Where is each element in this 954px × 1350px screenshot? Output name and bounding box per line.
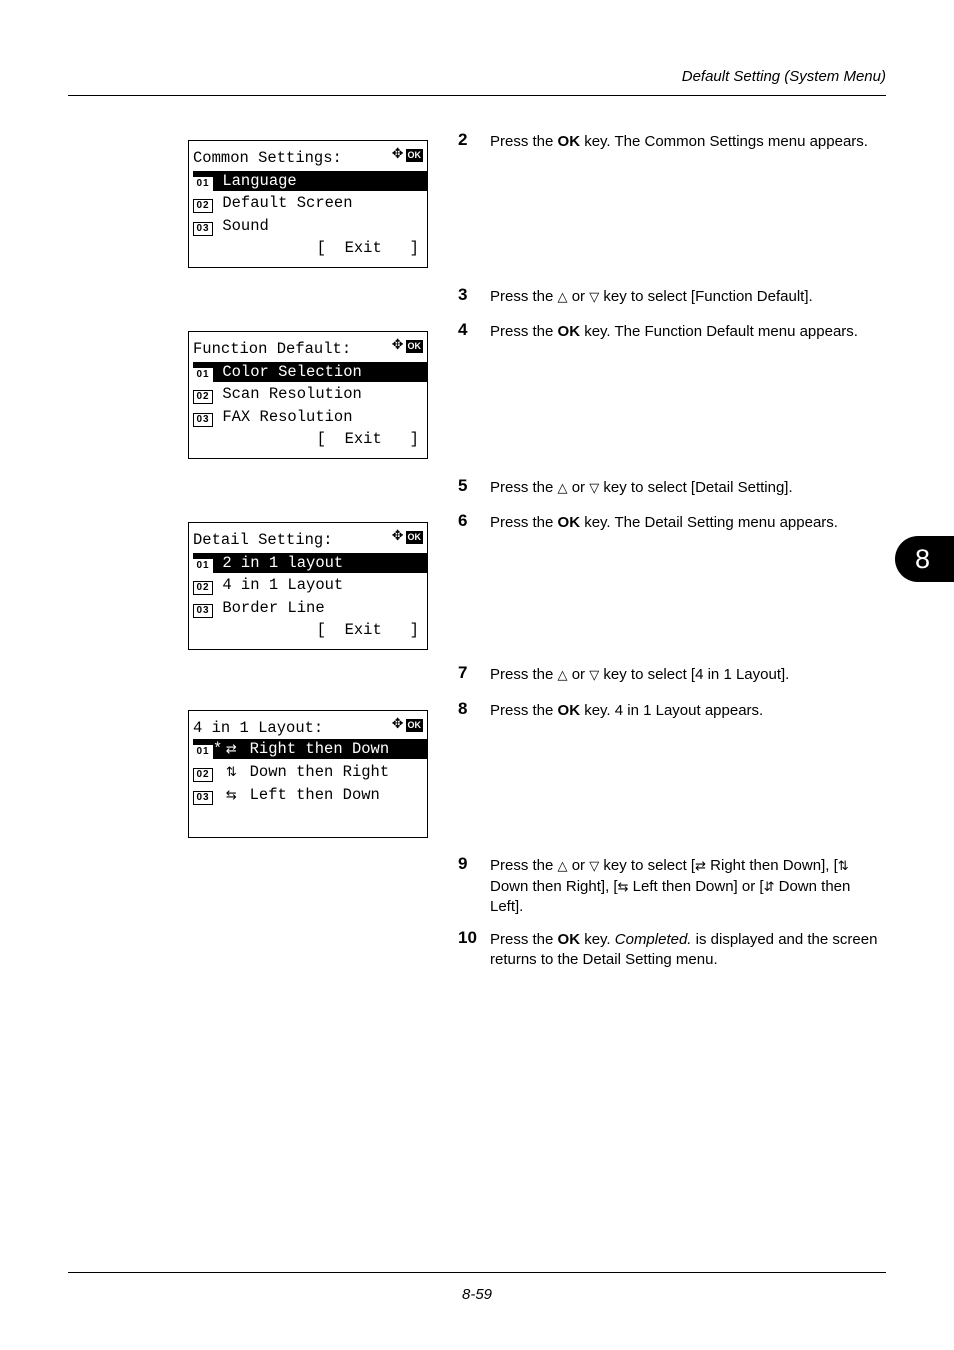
right-then-down-icon: ⇄ — [695, 859, 706, 874]
nav-ok-indicator — [392, 718, 423, 732]
up-triangle-icon: △ — [557, 668, 568, 683]
lcd-exit[interactable]: [ Exit ] — [316, 430, 419, 448]
lcd-row[interactable]: 02 Scan Resolution — [193, 384, 427, 404]
lcd-title: Function Default: — [193, 340, 352, 358]
header-rule — [68, 95, 886, 96]
lcd-title: Common Settings: — [193, 149, 342, 167]
lcd-row[interactable]: 03 FAX Resolution — [193, 407, 427, 427]
lcd-exit[interactable]: [ Exit ] — [316, 239, 419, 257]
lcd-row[interactable]: 02 Default Screen — [193, 193, 427, 213]
nav-ok-indicator — [392, 148, 423, 162]
ok-icon: OK — [407, 149, 421, 160]
lcd-common-settings — [188, 140, 428, 268]
footer-rule — [68, 1272, 886, 1273]
lcd-function-default — [188, 331, 428, 459]
lcd-title: Detail Setting: — [193, 531, 333, 549]
dpad-icon: ✥ — [391, 529, 404, 545]
up-triangle-icon: △ — [557, 481, 568, 496]
lcd-row-selected[interactable]: 01 Language — [193, 171, 427, 191]
lcd-exit[interactable]: [ Exit ] — [316, 621, 419, 639]
down-triangle-icon: ▽ — [589, 668, 600, 683]
page-number: 8-59 — [461, 1286, 493, 1303]
lcd-title: 4 in 1 Layout: — [193, 719, 324, 737]
lcd-row-selected[interactable]: 01 Color Selection — [193, 362, 427, 382]
down-then-right-icon: ⇅ — [225, 765, 237, 780]
ok-icon: OK — [407, 340, 421, 351]
lcd-row[interactable]: 02 ⇅ Down then Right — [193, 762, 427, 782]
lcd-row-selected[interactable]: 01 2 in 1 layout — [193, 553, 427, 573]
nav-ok-indicator — [392, 339, 423, 353]
down-triangle-icon: ▽ — [589, 859, 600, 874]
left-then-down-icon: ⇆ — [225, 788, 237, 803]
lcd-4in1-layout — [188, 710, 428, 838]
left-then-down-icon: ⇆ — [617, 879, 629, 895]
dpad-icon: ✥ — [391, 338, 404, 354]
down-then-right-icon: ⇅ — [837, 859, 849, 874]
nav-ok-indicator — [392, 530, 423, 544]
down-triangle-icon: ▽ — [589, 290, 600, 305]
right-then-down-icon: ⇄ — [225, 742, 237, 757]
up-triangle-icon: △ — [557, 290, 568, 305]
down-then-left-icon: ⇵ — [763, 879, 775, 895]
lcd-row[interactable]: 02 4 in 1 Layout — [193, 575, 427, 595]
down-triangle-icon: ▽ — [589, 481, 600, 496]
lcd-detail-setting — [188, 522, 428, 650]
dpad-icon: ✥ — [391, 717, 404, 733]
lcd-row[interactable]: 03 Sound — [193, 216, 427, 236]
ok-icon: OK — [407, 719, 421, 730]
chapter-tab: 8 — [895, 536, 954, 582]
up-triangle-icon: △ — [557, 859, 568, 874]
dpad-icon: ✥ — [391, 147, 404, 163]
lcd-row[interactable]: 03 Border Line — [193, 598, 427, 618]
lcd-row-selected[interactable]: 01 * ⇄ Right then Down — [193, 739, 427, 759]
page-header-title: Default Setting (System Menu) — [681, 68, 886, 85]
lcd-row[interactable]: 03 ⇆ Left then Down — [193, 785, 427, 805]
ok-icon: OK — [407, 531, 421, 542]
